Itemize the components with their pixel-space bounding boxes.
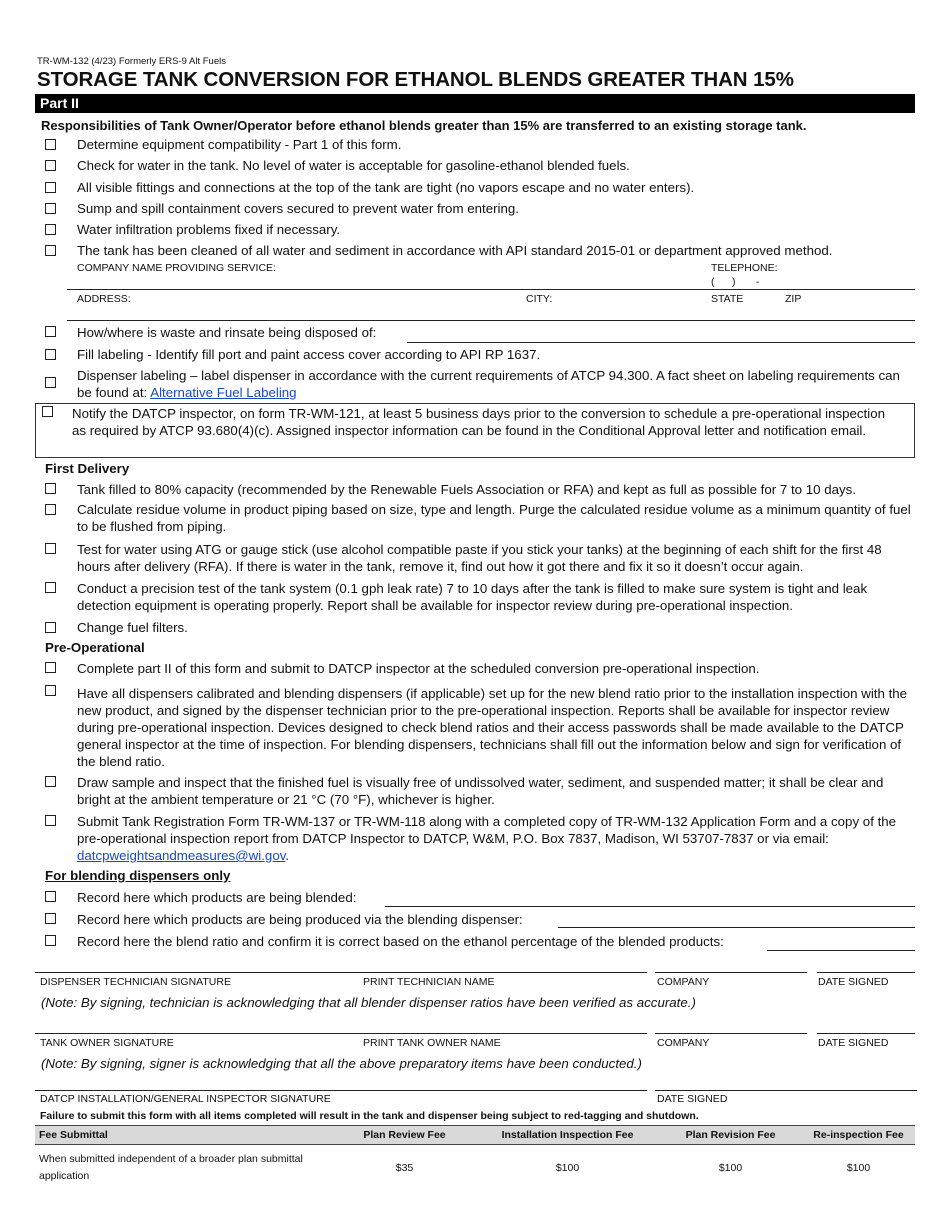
checkbox-equipment-compatibility[interactable] bbox=[45, 139, 56, 150]
tech-company-line[interactable] bbox=[655, 972, 807, 973]
owner-note: (Note: By signing, signer is acknowledging that all the above preparatory items have been conducted.) bbox=[41, 1056, 642, 1071]
item-test-water: Test for water using ATG or gauge stick (use alcohol compatible paste if you stick your tanks) at the beginning of each shift for the first 48 hours after delivery (RFA). If there is water in the tank, remove it, find out how it got there and fix it so it doesn’t occur again. bbox=[77, 542, 882, 574]
blend-ratio-line[interactable] bbox=[767, 950, 915, 951]
inspector-signature-label: DATCP INSTALLATION/GENERAL INSPECTOR SIGNATURE bbox=[40, 1093, 331, 1105]
telephone-label: TELEPHONE: bbox=[711, 262, 778, 274]
tech-name-label: PRINT TECHNICIAN NAME bbox=[363, 976, 495, 988]
products-produced-line[interactable] bbox=[558, 927, 915, 928]
fee-header-installation-inspection: Installation Inspection Fee bbox=[476, 1126, 659, 1145]
plan-review-fee-value: $35 bbox=[395, 1162, 414, 1174]
checkbox-draw-sample[interactable] bbox=[45, 776, 56, 787]
checkbox-precision-test[interactable] bbox=[45, 582, 56, 593]
fee-header-submittal: Fee Submittal bbox=[35, 1126, 333, 1145]
inspector-date-line[interactable] bbox=[655, 1090, 917, 1091]
owner-date-line[interactable] bbox=[817, 1033, 915, 1034]
item-fill-labeling: Fill labeling - Identify fill port and paint access cover according to API RP 1637. bbox=[77, 347, 541, 362]
address-label: ADDRESS: bbox=[77, 293, 131, 305]
checkbox-blend-ratio[interactable] bbox=[45, 935, 56, 946]
item-submit-registration: Submit Tank Registration Form TR-WM-137 or TR-WM-118 along with a completed copy of TR-WM-132 Application Form and a copy of the pre-operational inspection report from DATCP Inspector to DATCP, W&M, P.O. Box 7837, Madison, WI 53707-7837 or via email: datcpweightsandmeasures@wi.gov. bbox=[77, 814, 897, 863]
checkbox-products-blended[interactable] bbox=[45, 891, 56, 902]
checkbox-submit-registration[interactable] bbox=[45, 815, 56, 826]
part-heading: Part II bbox=[35, 94, 915, 113]
item-equipment-compatibility: Determine equipment compatibility - Part 1 of this form. bbox=[77, 137, 402, 152]
checkbox-dispenser-labeling[interactable] bbox=[45, 377, 56, 388]
tech-date-label: DATE SIGNED bbox=[818, 976, 889, 988]
item-precision-test: Conduct a precision test of the tank system (0.1 gph leak rate) 7 to 10 days after the tank is filled to make sure system is tight and leak detection equipment is operating properly. Report shall be available for inspector review during pre-operational inspection. bbox=[77, 581, 868, 613]
fee-header-plan-review: Plan Review Fee bbox=[333, 1126, 476, 1145]
item-fuel-filters: Change fuel filters. bbox=[77, 620, 188, 635]
blending-heading: For blending dispensers only bbox=[45, 868, 231, 883]
tech-note: (Note: By signing, technician is acknowledging that all blender dispenser ratios have been verified as accurate.) bbox=[41, 995, 696, 1010]
table-row bbox=[35, 1145, 915, 1192]
waste-disposal-line[interactable] bbox=[407, 342, 915, 343]
alternative-fuel-labeling-link[interactable]: Alternative Fuel Labeling bbox=[150, 385, 297, 400]
item-products-blended: Record here which products are being blended: bbox=[77, 890, 357, 905]
item-waste-disposal: How/where is waste and rinsate being disposed of: bbox=[77, 325, 377, 340]
checkbox-fittings-tight[interactable] bbox=[45, 182, 56, 193]
dispenser-labeling-text: Dispenser labeling – label dispenser in accordance with the current requirements of ATCP 94.300. A fact sheet on labeling requirements can be found at: bbox=[77, 368, 900, 400]
checkbox-products-produced[interactable] bbox=[45, 913, 56, 924]
plan-revision-fee-value: $100 bbox=[718, 1162, 743, 1174]
item-tank-cleaned: The tank has been cleaned of all water and sediment in accordance with API standard 2015-01 or department approved method. bbox=[77, 243, 833, 258]
checkbox-water-infiltration[interactable] bbox=[45, 224, 56, 235]
pre-operational-heading: Pre-Operational bbox=[45, 640, 145, 655]
checkbox-complete-part-ii[interactable] bbox=[45, 662, 56, 673]
page-title: STORAGE TANK CONVERSION FOR ETHANOL BLENDS GREATER THAN 15% bbox=[37, 68, 794, 91]
owner-signature-label: TANK OWNER SIGNATURE bbox=[40, 1037, 174, 1049]
fee-submittal-description: When submitted independent of a broader plan submittal application bbox=[39, 1153, 303, 1182]
tech-signature-label: DISPENSER TECHNICIAN SIGNATURE bbox=[40, 976, 231, 988]
checkbox-dispensers-calibrated[interactable] bbox=[45, 685, 56, 696]
responsibilities-heading: Responsibilities of Tank Owner/Operator before ethanol blends greater than 15% are transferred to an existing storage tank. bbox=[41, 118, 807, 133]
checkbox-tank-cleaned[interactable] bbox=[45, 245, 56, 256]
zip-label: ZIP bbox=[785, 293, 802, 305]
city-label: CITY: bbox=[526, 293, 553, 305]
item-water-infiltration: Water infiltration problems fixed if necessary. bbox=[77, 222, 341, 237]
owner-company-line[interactable] bbox=[655, 1033, 807, 1034]
checkbox-residue-volume[interactable] bbox=[45, 504, 56, 515]
form-id: TR-WM-132 (4/23) Formerly ERS-9 Alt Fuels bbox=[37, 56, 226, 67]
item-draw-sample: Draw sample and inspect that the finished fuel is visually free of undissolved water, sediment, and suspended matter; it shall be clear and bright at the ambient temperature or 21 °C (70 °F), whichever is higher. bbox=[77, 775, 884, 807]
owner-company-label: COMPANY bbox=[657, 1037, 710, 1049]
fee-table bbox=[35, 1125, 915, 1191]
checkbox-notify-inspector[interactable] bbox=[42, 406, 53, 417]
item-complete-part-ii: Complete part II of this form and submit to DATCP inspector at the scheduled conversion pre-operational inspection. bbox=[77, 661, 760, 676]
checkbox-tank-filled[interactable] bbox=[45, 483, 56, 494]
checkbox-fuel-filters[interactable] bbox=[45, 622, 56, 633]
first-delivery-heading: First Delivery bbox=[45, 461, 130, 476]
checkbox-sump-covers[interactable] bbox=[45, 203, 56, 214]
checkbox-fill-labeling[interactable] bbox=[45, 349, 56, 360]
owner-date-label: DATE SIGNED bbox=[818, 1037, 889, 1049]
submit-registration-text: Submit Tank Registration Form TR-WM-137 or TR-WM-118 along with a completed copy of TR-WM-132 Application Form and a copy of the pre-operational inspection report from DATCP Inspector to DATCP, W&M, P.O. Box 7837, Madison, WI 53707-7837 or via email: bbox=[77, 814, 897, 846]
checkbox-waste-disposal[interactable] bbox=[45, 326, 56, 337]
item-blend-ratio: Record here the blend ratio and confirm it is correct based on the ethanol percentage of the blended products: bbox=[77, 934, 724, 949]
failure-notice: Failure to submit this form with all items completed will result in the tank and dispenser being subject to red-tagging and shutdown. bbox=[40, 1110, 699, 1122]
address-line[interactable] bbox=[67, 320, 915, 321]
fee-header-plan-revision: Plan Revision Fee bbox=[659, 1126, 802, 1145]
item-water-check: Check for water in the tank. No level of water is acceptable for gasoline-ethanol blended fuels. bbox=[77, 158, 630, 173]
fee-header-reinspection: Re-inspection Fee bbox=[802, 1126, 915, 1145]
item-tank-filled: Tank filled to 80% capacity (recommended by the Renewable Fuels Association or RFA) and kept as full as possible for 7 to 10 days. bbox=[77, 482, 857, 497]
products-blended-line[interactable] bbox=[385, 906, 915, 907]
fee-header-row bbox=[35, 1126, 915, 1145]
checkbox-water-check[interactable] bbox=[45, 160, 56, 171]
installation-inspection-fee-value: $100 bbox=[555, 1162, 580, 1174]
item-notify-inspector: Notify the DATCP inspector, on form TR-WM-121, at least 5 business days prior to the conversion to schedule a pre-operational inspection as required by ATCP 93.680(4)(c). Assigned inspector information can be found in the Conditional Approval letter and notification email. bbox=[72, 406, 885, 438]
owner-name-label: PRINT TANK OWNER NAME bbox=[363, 1037, 501, 1049]
inspector-date-label: DATE SIGNED bbox=[657, 1093, 728, 1105]
item-dispenser-labeling bbox=[77, 367, 913, 401]
item-products-produced: Record here which products are being produced via the blending dispenser: bbox=[77, 912, 523, 927]
tech-signature-line[interactable] bbox=[35, 972, 647, 973]
item-fittings-tight: All visible fittings and connections at the top of the tank are tight (no vapors escape and no water enters). bbox=[77, 180, 695, 195]
owner-signature-line[interactable] bbox=[35, 1033, 647, 1034]
company-name-label: COMPANY NAME PROVIDING SERVICE: bbox=[77, 262, 276, 274]
state-label: STATE bbox=[711, 293, 744, 305]
reinspection-fee-value: $100 bbox=[846, 1162, 871, 1174]
company-line[interactable] bbox=[67, 289, 915, 290]
email-link[interactable]: datcpweightsandmeasures@wi.gov bbox=[77, 848, 286, 863]
item-residue-volume: Calculate residue volume in product piping based on size, type and length. Purge the calculated residue volume as a minimum quantity of fuel to be flushed from piping. bbox=[77, 502, 911, 534]
inspector-signature-line[interactable] bbox=[35, 1090, 647, 1091]
telephone-format: ( ) - bbox=[711, 276, 760, 288]
item-dispensers-calibrated: Have all dispensers calibrated and blending dispensers (if applicable) set up for the new blend ratio prior to the installation inspection with the new product, and signed by the dispenser technician prior to the pre-operational inspection. Reports shall be available for inspector review during pre-operational inspection. Devices designed to check blend ratios and their access passwords shall be made available to the DATCP general inspector at the time of inspection. For blending dispensers, technicians shall fill out the information below and sign for verification of the blend ratio. bbox=[77, 686, 908, 769]
checkbox-test-water[interactable] bbox=[45, 543, 56, 554]
tech-date-line[interactable] bbox=[817, 972, 915, 973]
item-sump-covers: Sump and spill containment covers secured to prevent water from entering. bbox=[77, 201, 519, 216]
tech-company-label: COMPANY bbox=[657, 976, 710, 988]
